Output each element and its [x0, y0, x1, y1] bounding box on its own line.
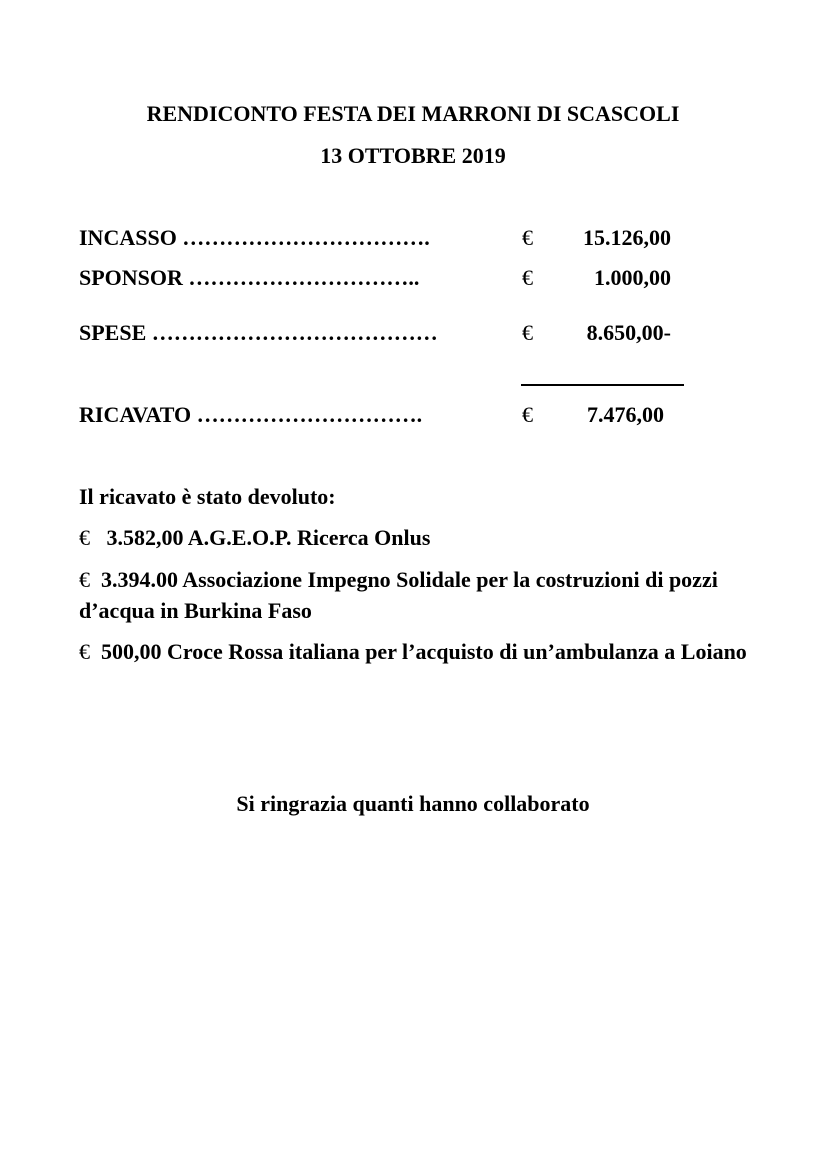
- document-date: 13 OTTOBRE 2019: [320, 143, 506, 168]
- summary-label: INCASSO …………………………….: [79, 225, 430, 250]
- summary-amount: 8.650,00-: [586, 320, 671, 345]
- summary-label: SPONSOR …………………………..: [79, 265, 420, 290]
- euro-symbol: €: [522, 320, 533, 345]
- euro-symbol: €: [522, 402, 533, 427]
- donation-text: 3.394.00 Associazione Impegno Solidale per la costruzioni di pozzi d’acqua in Burkina Faso: [79, 567, 718, 623]
- euro-symbol: €: [79, 567, 90, 592]
- donation-item: [79, 564, 759, 626]
- donations-intro: Il ricavato è stato devoluto:: [79, 484, 336, 509]
- euro-symbol: €: [522, 225, 533, 250]
- total-divider: [521, 384, 684, 386]
- thanks-note: Si ringrazia quanti hanno collaborato: [236, 791, 590, 816]
- euro-symbol: €: [522, 265, 533, 290]
- euro-symbol: €: [79, 525, 90, 550]
- summary-label: RICAVATO ………………………….: [79, 402, 423, 427]
- donation-item: [79, 636, 759, 667]
- summary-label: SPESE …………………………………: [79, 320, 438, 345]
- donation-item: [79, 522, 759, 553]
- donation-text: 500,00 Croce Rossa italiana per l’acquisto di un’ambulanza a Loiano: [101, 639, 747, 664]
- euro-symbol: €: [79, 639, 90, 664]
- document-title: RENDICONTO FESTA DEI MARRONI DI SCASCOLI: [146, 101, 680, 126]
- summary-amount: 7.476,00: [587, 402, 664, 427]
- donation-text: 3.582,00 A.G.E.O.P. Ricerca Onlus: [106, 525, 431, 550]
- summary-amount: 1.000,00: [594, 265, 671, 290]
- summary-amount: 15.126,00: [583, 225, 671, 250]
